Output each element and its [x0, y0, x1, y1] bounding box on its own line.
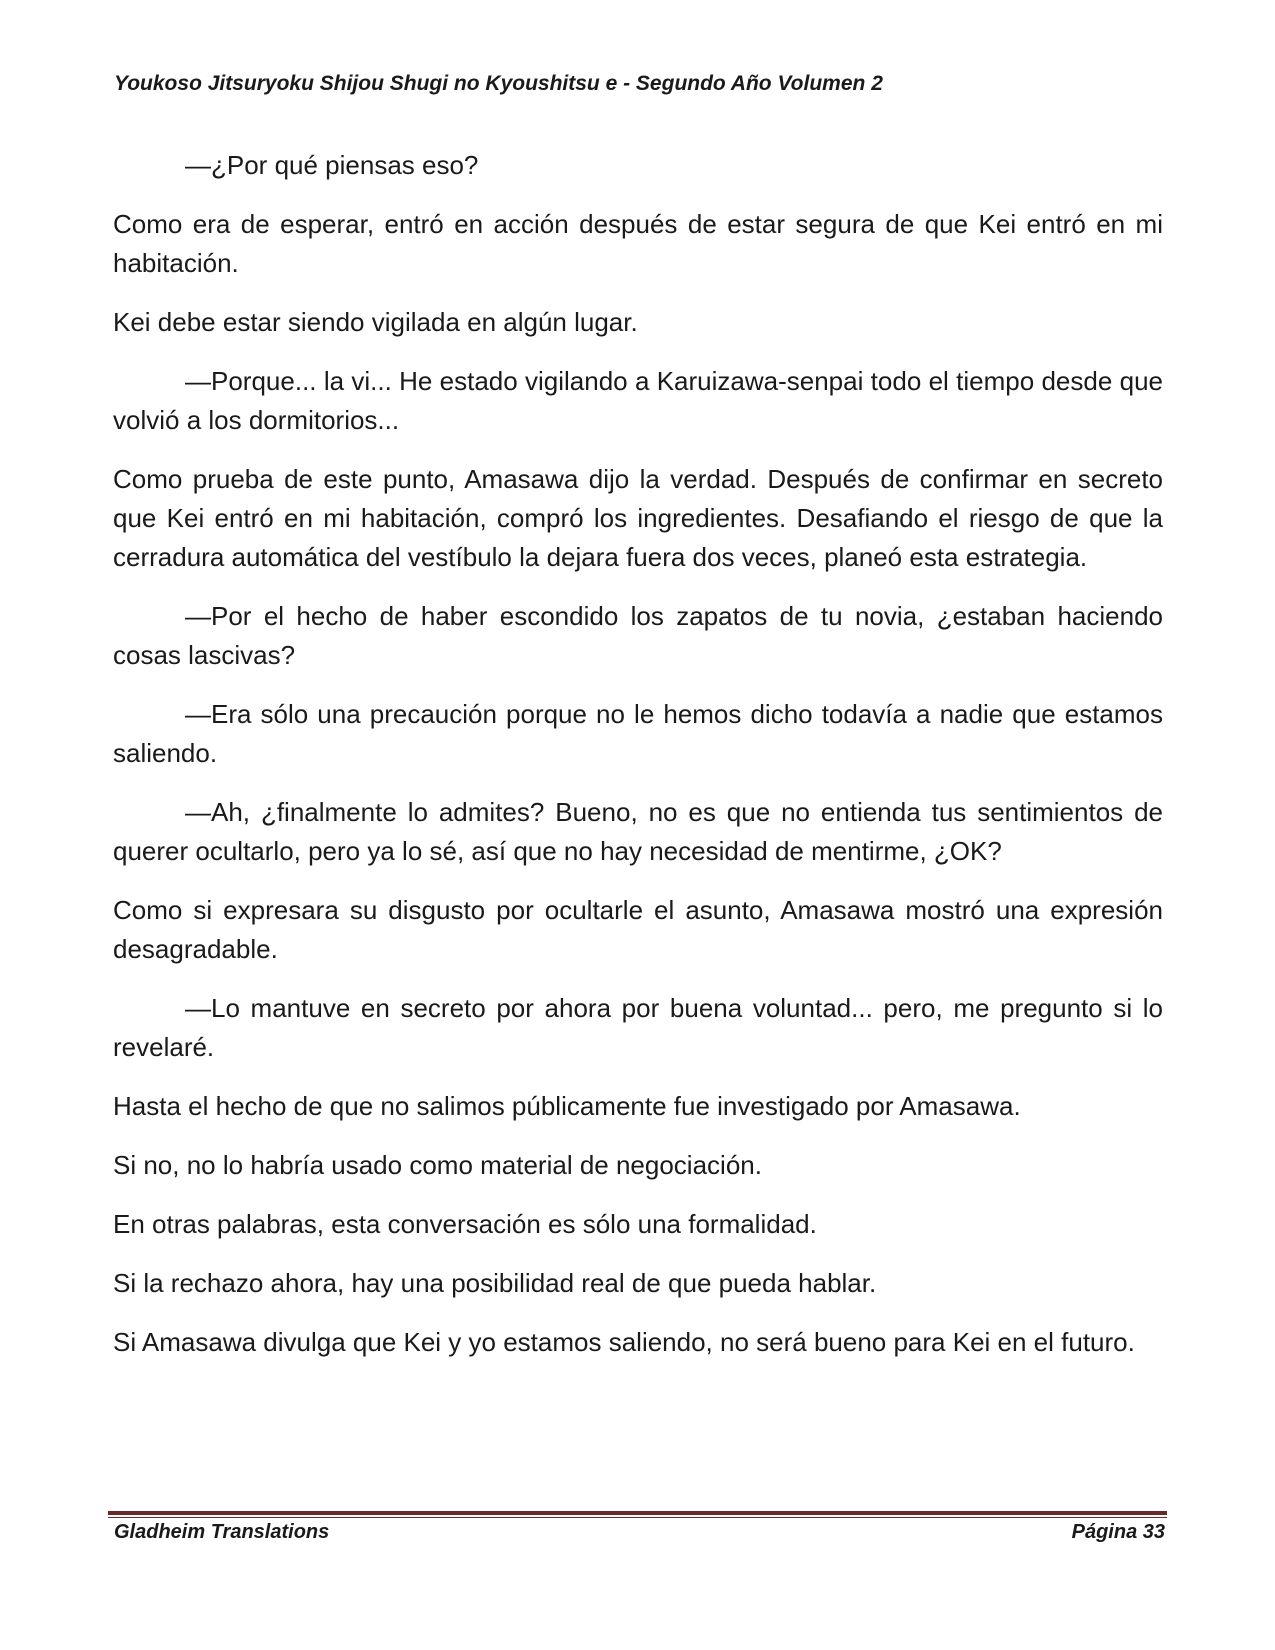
paragraph: Hasta el hecho de que no salimos públicamente fue investigado por Amasawa.	[113, 1091, 1021, 1121]
body-text	[113, 146, 1163, 1382]
paragraph: Kei debe estar siendo vigilada en algún lugar.	[113, 307, 638, 337]
page-number: Página 33	[1071, 1521, 1165, 1543]
paragraph: Si no, no lo habría usado como material de negociación.	[113, 1150, 762, 1180]
paragraph: —Ah, ¿finalmente lo admites? Bueno, no es que no entienda tus sentimientos de querer ocultarlo, pero ya lo sé, así que no hay necesidad de mentirme, ¿OK?	[113, 797, 1163, 866]
paragraph: —Porque... la vi... He estado vigilando a Karuizawa-senpai todo el tiempo desde que volvió a los dormitorios...	[113, 366, 1163, 435]
running-header: Youkoso Jitsuryoku Shijou Shugi no Kyoushitsu e - Segundo Año Volumen 2	[114, 72, 883, 95]
footer-credit: Gladheim Translations	[114, 1521, 330, 1543]
footer-divider-thick	[108, 1511, 1167, 1515]
paragraph: Si la rechazo ahora, hay una posibilidad real de que pueda hablar.	[113, 1268, 877, 1298]
paragraph: Si Amasawa divulga que Kei y yo estamos saliendo, no será bueno para Kei en el futuro.	[113, 1327, 1135, 1357]
paragraph: —Lo mantuve en secreto por ahora por buena voluntad... pero, me pregunto si lo revelaré.	[113, 993, 1163, 1062]
paragraph: —Por el hecho de haber escondido los zapatos de tu novia, ¿estaban haciendo cosas lascivas?	[113, 601, 1163, 670]
paragraph: En otras palabras, esta conversación es sólo una formalidad.	[113, 1209, 817, 1239]
paragraph: Como prueba de este punto, Amasawa dijo la verdad. Después de confirmar en secreto que Kei entró en mi habitación, compró los ingredientes. Desafiando el riesgo de que la cerradura automática del vestíbulo la dejara fuera dos veces, planeó esta estrategia.	[113, 464, 1163, 572]
footer-divider-thin	[108, 1517, 1167, 1518]
footer-divider	[108, 1511, 1167, 1518]
paragraph: —¿Por qué piensas eso?	[185, 150, 479, 180]
paragraph: Como era de esperar, entró en acción después de estar segura de que Kei entró en mi habitación.	[113, 209, 1163, 278]
paragraph: Como si expresara su disgusto por ocultarle el asunto, Amasawa mostró una expresión desagradable.	[113, 895, 1163, 964]
paragraph: —Era sólo una precaución porque no le hemos dicho todavía a nadie que estamos saliendo.	[113, 699, 1163, 768]
